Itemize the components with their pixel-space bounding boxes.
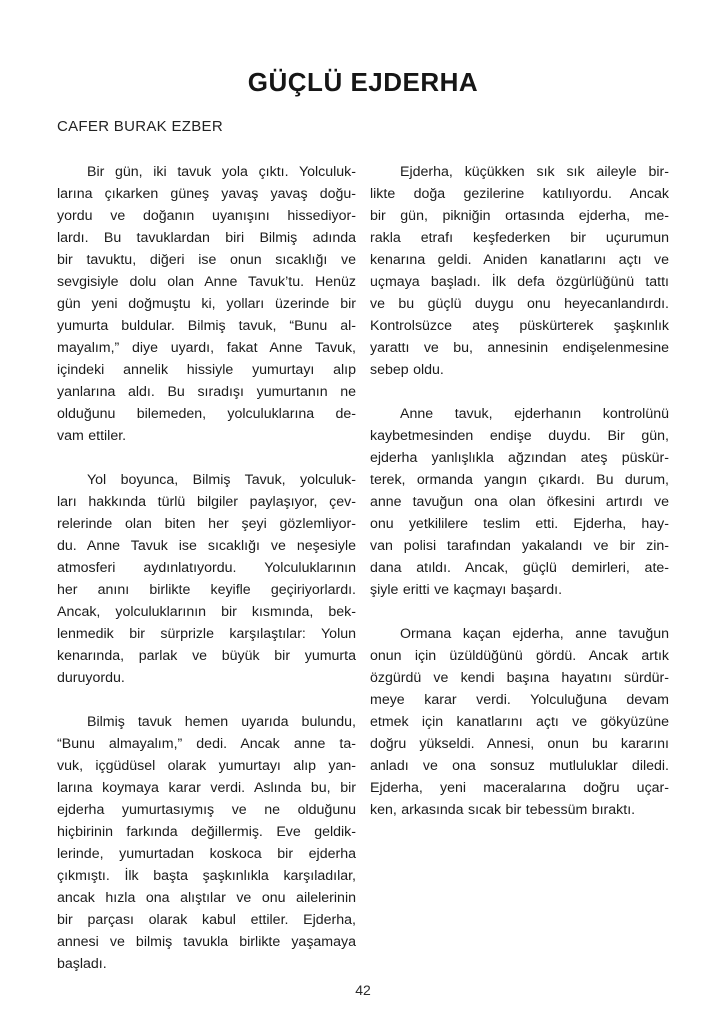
- text-line: terek, ormanda yangın çıkardı. Bu durum,: [370, 471, 669, 488]
- text-line: meye karar verdi. Yolculuğuna devam: [370, 691, 669, 708]
- text-line: özgürdü ve kendi başına hayatını sürdür-: [370, 669, 669, 686]
- text-line: bir tavuktu, diğeri ise onun sıcaklığı ve: [57, 251, 356, 268]
- text-line: duruyordu.: [57, 669, 125, 686]
- text-line: anladı ve ona sonsuz mutluluklar diledi.: [370, 757, 669, 774]
- text-line: van polisi tarafından yakalandı ve bir zin-: [370, 537, 669, 554]
- text-line: gün yeni doğmuştu ki, yolları üzerinde bir: [57, 295, 356, 312]
- text-line: sevgisiyle dolu olan Anne Tavuk’tu. Henüz: [57, 273, 356, 290]
- text-line: Ejderha, yeni maceralarına doğru uçar-: [370, 779, 669, 796]
- text-line: Ejderha, küçükken sık sık aileyle bir-: [400, 163, 669, 180]
- paragraph: [57, 469, 356, 689]
- text-line: bir parçası olarak kabul ettiler. Ejderha,: [57, 911, 356, 928]
- paragraph: [370, 403, 669, 601]
- text-line: “Bunu almayalım,” dedi. Ancak anne ta-: [57, 735, 356, 752]
- page-title: GÜÇLÜ EJDERHA: [247, 67, 479, 98]
- text-line: Ancak, yolculuklarının bir kısmında, bek-: [57, 603, 356, 620]
- text-line: uçmaya başladı. İlk defa özgürlüğünü tattı: [370, 273, 669, 290]
- text-line: ancak hızla ona alıştılar ve onu ailelerinin: [57, 889, 356, 906]
- text-line: yarattı ve bu, annesinin endişelenmesine: [370, 339, 669, 356]
- text-line: lenmedik bir sürprizle karşılaştılar: Yolun: [57, 625, 356, 642]
- text-line: bir gün, pikniğin ortasında ejderha, me-: [370, 207, 669, 224]
- text-line: onu yetkililere teslim etti. Ejderha, hay-: [370, 515, 669, 532]
- text-line: vuk, içgüdüsel olarak yumurtayı alıp yan-: [57, 757, 356, 774]
- text-line: likte doğa gezilerine katılıyordu. Ancak: [370, 185, 669, 202]
- text-line: vam ettiler.: [57, 427, 127, 444]
- paragraph: [57, 161, 356, 447]
- text-line: ları hakkında türlü bilgiler paylaşıyor, çev-: [57, 493, 356, 510]
- text-line: anne tavuğun ona olan öfkesini artırdı ve: [370, 493, 669, 510]
- text-line: Bir gün, iki tavuk yola çıktı. Yolculuk-: [87, 163, 356, 180]
- text-line: ken, arkasında sıcak bir tebessüm bıraktı.: [370, 801, 636, 818]
- text-line: Ormana kaçan ejderha, anne tavuğun: [400, 625, 669, 642]
- text-columns: [57, 161, 669, 997]
- text-line: doğru yükseldi. Annesi, onun bu kararını: [370, 735, 669, 752]
- text-line: lerinde, yumurtadan koskoca bir ejderha: [57, 845, 356, 862]
- text-line: onun için üzüldüğünü gördü. Ancak artık: [370, 647, 669, 664]
- text-line: içindeki annelik hissiyle yumurtayı alıp: [57, 361, 356, 378]
- text-line: yumurta buldular. Bilmiş tavuk, “Bunu al-: [57, 317, 356, 334]
- text-column-left: [57, 161, 356, 997]
- text-line: kaybetmesinden endişe duydu. Bir gün,: [370, 427, 669, 444]
- text-line: ejderha yumurtasıymış ve ne olduğunu: [57, 801, 356, 818]
- paragraph: [370, 623, 669, 821]
- text-line: dana atıldı. Ancak, güçlü demirleri, ate-: [370, 559, 669, 576]
- text-column-right: [370, 161, 669, 997]
- text-line: du. Anne Tavuk ise sıcaklığı ve neşesiyle: [57, 537, 356, 554]
- paragraph: [370, 161, 669, 381]
- text-line: larına koymaya karar verdi. Aslında bu, bir: [57, 779, 356, 796]
- text-line: sebep oldu.: [370, 361, 444, 378]
- author-byline: CAFER BURAK EZBER: [57, 117, 223, 135]
- text-line: ve bu güçlü duygu onu heyecanlandırdı.: [370, 295, 669, 312]
- text-line: kenarında, parlak ve büyük bir yumurta: [57, 647, 356, 664]
- text-line: Yol boyunca, Bilmiş Tavuk, yolculuk-: [87, 471, 356, 488]
- text-line: çıkmıştı. İlk başta şaşkınlıkla karşıladılar,: [57, 867, 356, 884]
- text-line: annesi ve bilmiş tavukla birlikte yaşamaya: [57, 933, 356, 950]
- text-line: atmosferi aydınlatıyordu. Yolculuklarının: [57, 559, 356, 576]
- text-line: Kontrolsüzce ateş püskürterek şaşkınlık: [370, 317, 669, 334]
- page-number: 42: [355, 982, 371, 998]
- text-line: etmek için kanatlarını açtı ve gökyüzüne: [370, 713, 669, 730]
- text-line: yanlarına aldı. Bu sıradışı yumurtanın ne: [57, 383, 356, 400]
- text-line: her anını birlikte keyifle geçiriyorlardı.: [57, 581, 356, 598]
- text-line: Bilmiş tavuk hemen uyarıda bulundu,: [87, 713, 356, 730]
- text-line: başladı.: [57, 955, 107, 972]
- text-line: ejderha yanlışlıkla ağzından ateş püskür-: [370, 449, 669, 466]
- text-line: yordu ve doğanın uyanışını hissediyor-: [57, 207, 356, 224]
- text-line: şiyle eritti ve kaçmayı başardı.: [370, 581, 563, 598]
- text-line: rakla etrafı keşfederken bir uçurumun: [370, 229, 669, 246]
- text-line: Anne tavuk, ejderhanın kontrolünü: [400, 405, 669, 422]
- text-line: relerinde olan biten her şeyi gözlemliyor-: [57, 515, 356, 532]
- text-line: olduğunu bilemeden, yolculuklarına de-: [57, 405, 356, 422]
- text-line: mayalım,” diye uyardı, fakat Anne Tavuk,: [57, 339, 356, 356]
- text-line: kenarına geldi. Aniden kanatlarını açtı ve: [370, 251, 669, 268]
- text-line: larına çıkarken güneş yavaş yavaş doğu-: [57, 185, 356, 202]
- text-line: lardı. Bu tavuklardan biri Bilmiş adında: [57, 229, 356, 246]
- text-line: hiçbirinin farkında değillermiş. Eve geldik-: [57, 823, 356, 840]
- paragraph: [57, 711, 356, 975]
